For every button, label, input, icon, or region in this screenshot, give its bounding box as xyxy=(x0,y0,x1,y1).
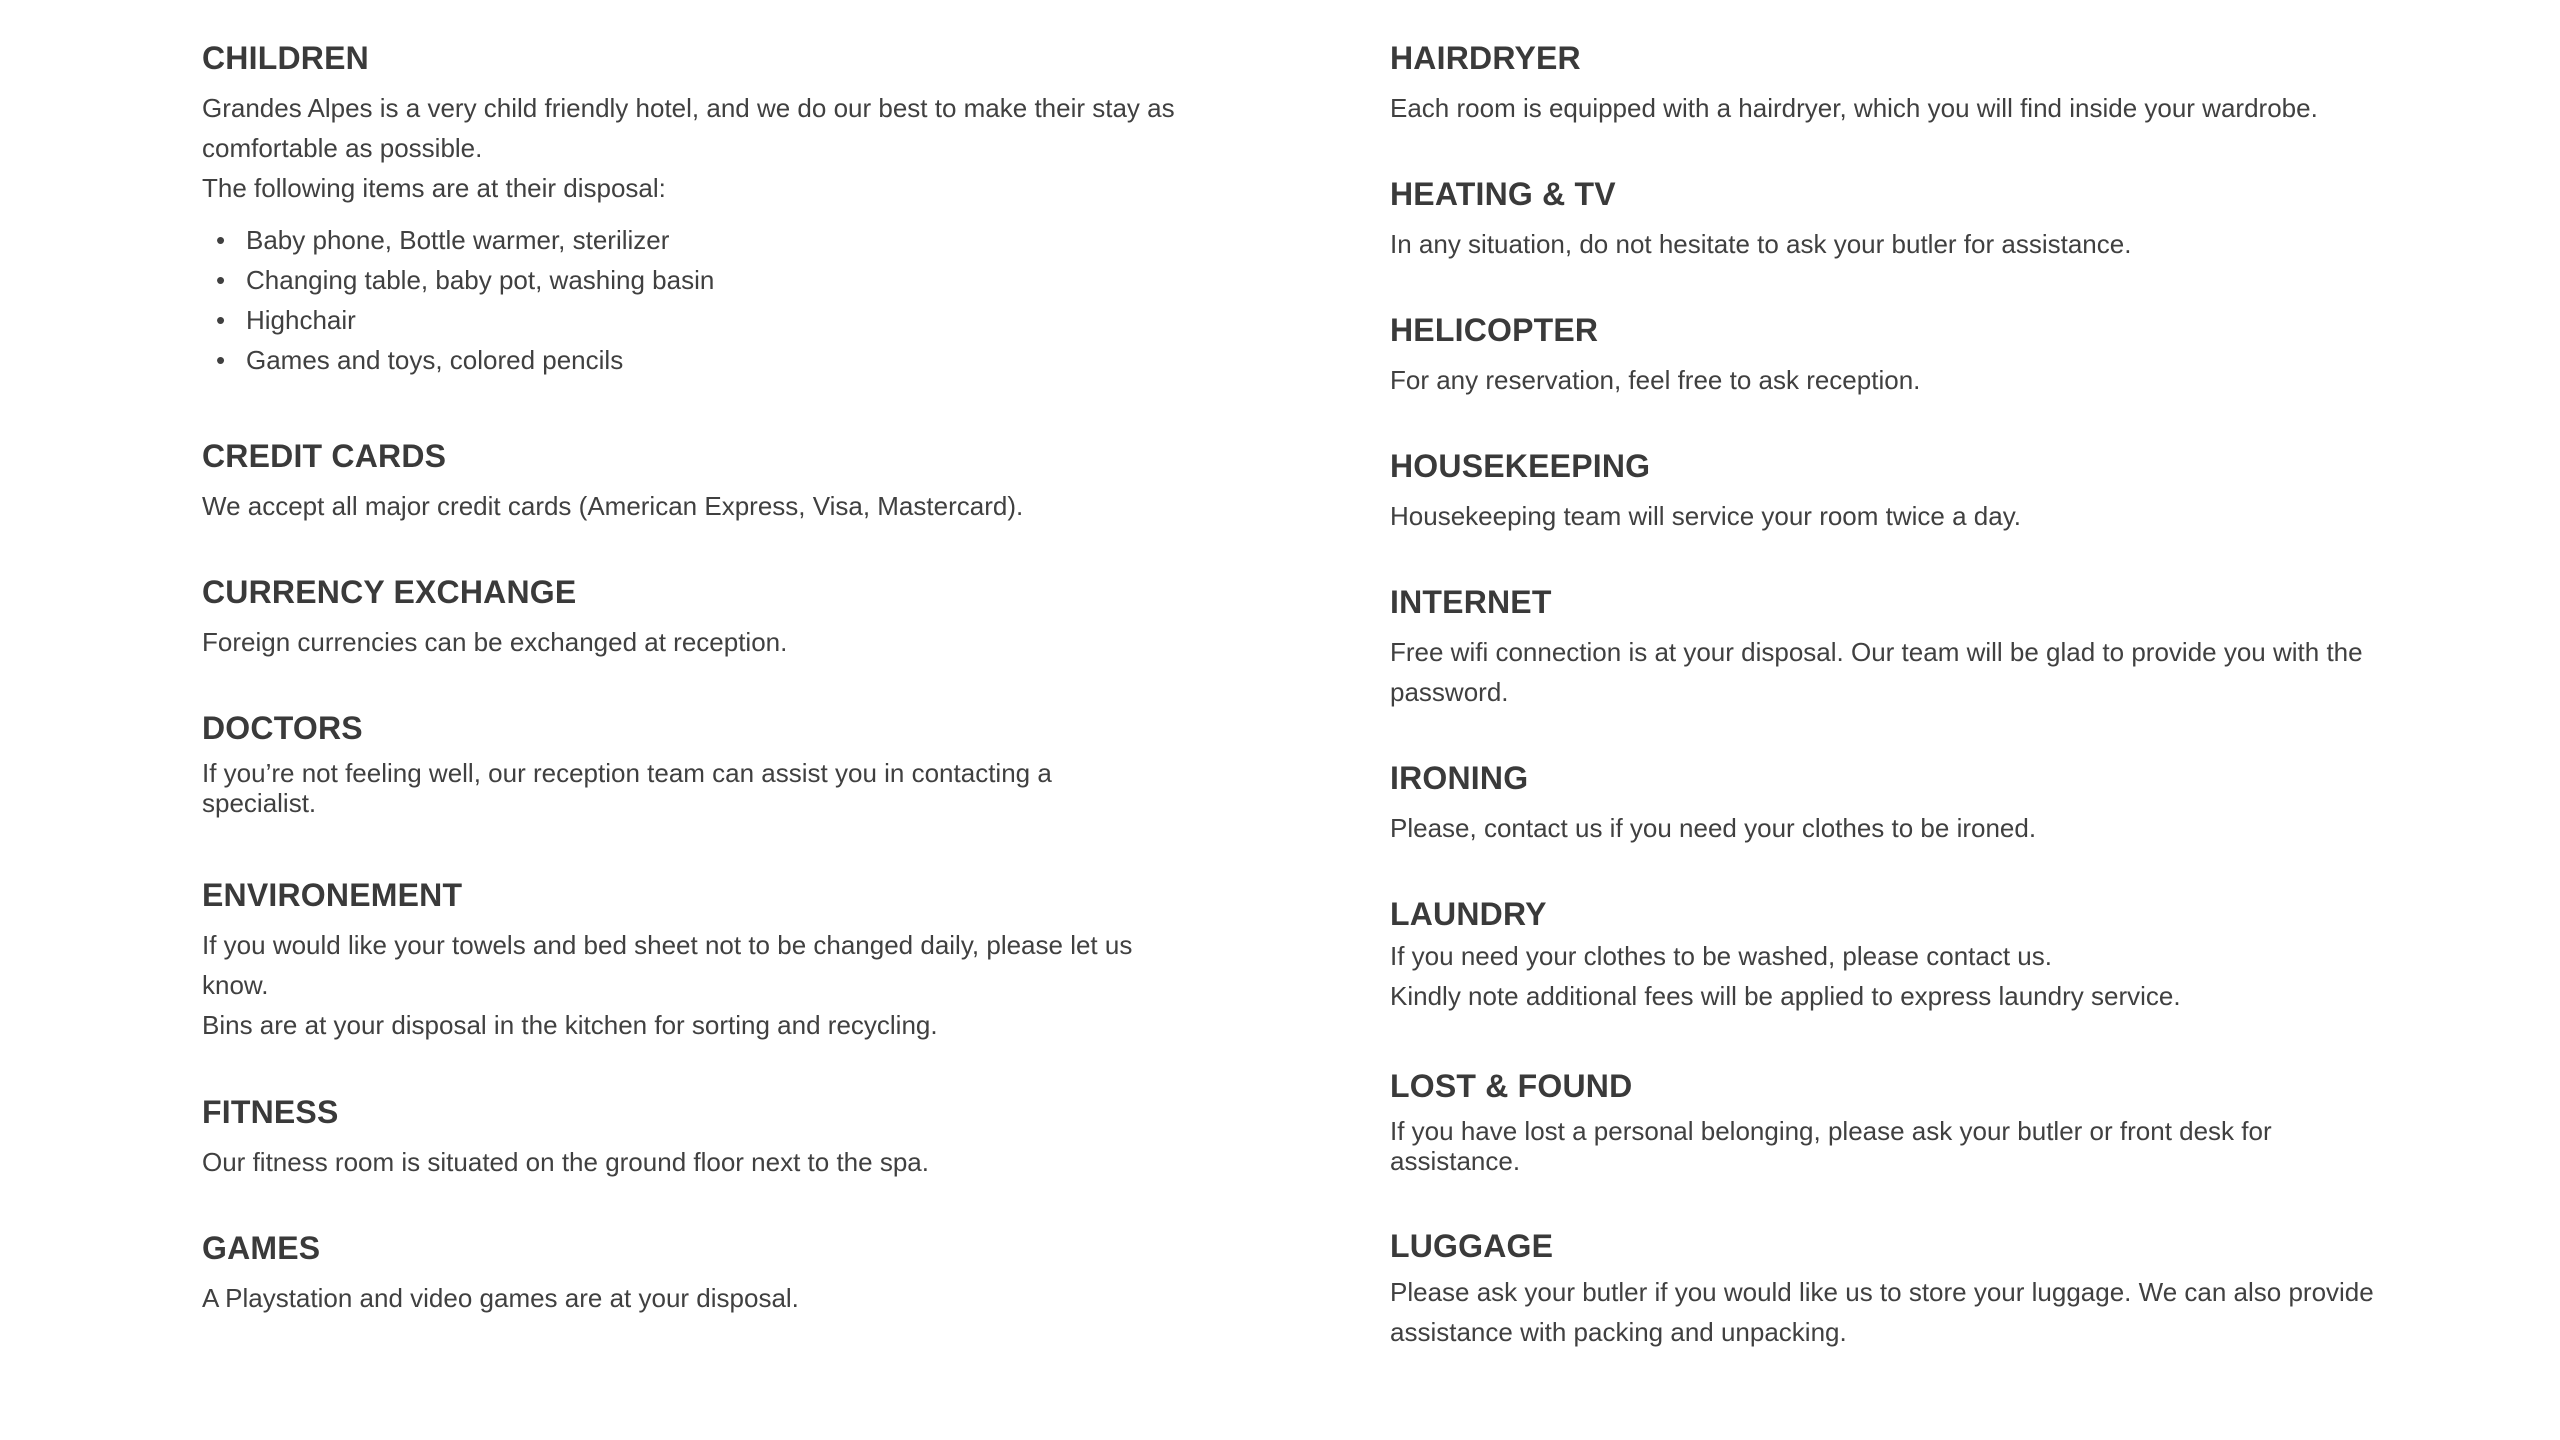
section-text: If you would like your towels and bed sheet not to be changed daily, please let us know. xyxy=(202,930,1133,1000)
section-text: If you have lost a personal belonging, please ask your butler or front desk for assistance. xyxy=(1390,1116,2272,1176)
section-text: Kindly note additional fees will be applied to express laundry service. xyxy=(1390,981,2181,1011)
list-item xyxy=(202,300,1202,340)
section-text: Free wifi connection is at your disposal. Our team will be glad to provide you with the password. xyxy=(1390,637,2363,707)
section-title: LUGGAGE xyxy=(1390,1228,1554,1264)
section-title: HOUSEKEEPING xyxy=(1390,448,1651,484)
bullet-icon: • xyxy=(216,265,226,295)
section-title: IRONING xyxy=(1390,760,1529,796)
section-text: The following items are at their disposal: xyxy=(202,173,666,203)
section-title: INTERNET xyxy=(1390,584,1552,620)
section-text: A Playstation and video games are at your disposal. xyxy=(202,1283,799,1313)
section-title: HAIRDRYER xyxy=(1390,40,1581,76)
section-text: Each room is equipped with a hairdryer, which you will find inside your wardrobe. xyxy=(1390,93,2318,123)
section-title: LAUNDRY xyxy=(1390,896,1547,932)
section-title: LOST & FOUND xyxy=(1390,1068,1633,1104)
section-text: For any reservation, feel free to ask reception. xyxy=(1390,365,1921,395)
section-text: Grandes Alpes is a very child friendly hotel, and we do our best to make their stay as comfortable as possible. xyxy=(202,93,1175,163)
bullet-icon: • xyxy=(216,225,226,255)
section-text: If you’re not feeling well, our reception team can assist you in contacting a specialist. xyxy=(202,758,1052,818)
section-title: GAMES xyxy=(202,1230,321,1266)
list-item-label: Highchair xyxy=(246,305,356,335)
section-title: DOCTORS xyxy=(202,710,363,746)
section-currency-exchange xyxy=(202,572,1202,662)
bullet-icon: • xyxy=(216,345,226,375)
section-title: FITNESS xyxy=(202,1094,339,1130)
section-children xyxy=(202,38,1202,380)
section-environement xyxy=(202,875,1202,1045)
section-credit-cards xyxy=(202,436,1202,526)
section-text: Please ask your butler if you would like us to store your luggage. We can also provide assistance with packing and unpacking. xyxy=(1390,1277,2374,1347)
section-fitness xyxy=(202,1092,1202,1182)
section-text: In any situation, do not hesitate to ask your butler for assistance. xyxy=(1390,229,2132,259)
list-item xyxy=(202,340,1202,380)
section-title: CURRENCY EXCHANGE xyxy=(202,574,577,610)
section-housekeeping xyxy=(1390,446,2400,536)
section-text: Bins are at your disposal in the kitchen for sorting and recycling. xyxy=(202,1010,938,1040)
section-internet xyxy=(1390,582,2400,712)
section-title: CHILDREN xyxy=(202,40,369,76)
list-item xyxy=(202,260,1202,300)
list-item-label: Changing table, baby pot, washing basin xyxy=(246,265,715,295)
section-title: ENVIRONEMENT xyxy=(202,877,463,913)
list-item-label: Baby phone, Bottle warmer, sterilizer xyxy=(246,225,670,255)
children-items-list xyxy=(202,220,1202,380)
section-title: HEATING & TV xyxy=(1390,176,1616,212)
section-lost-found xyxy=(1390,1066,2400,1176)
section-laundry xyxy=(1390,894,2400,1016)
section-text: We accept all major credit cards (American Express, Visa, Mastercard). xyxy=(202,491,1024,521)
section-luggage xyxy=(1390,1226,2400,1352)
section-games xyxy=(202,1228,1202,1318)
section-text: Foreign currencies can be exchanged at reception. xyxy=(202,627,788,657)
section-doctors xyxy=(202,708,1202,818)
list-item-label: Games and toys, colored pencils xyxy=(246,345,624,375)
section-title: CREDIT CARDS xyxy=(202,438,447,474)
list-item xyxy=(202,220,1202,260)
section-hairdryer xyxy=(1390,38,2400,128)
section-heating-tv xyxy=(1390,174,2400,264)
section-text: Housekeeping team will service your room twice a day. xyxy=(1390,501,2022,531)
section-title: HELICOPTER xyxy=(1390,312,1599,348)
section-text: If you need your clothes to be washed, please contact us. xyxy=(1390,941,2052,971)
section-helicopter xyxy=(1390,310,2400,400)
section-text: Our fitness room is situated on the ground floor next to the spa. xyxy=(202,1147,929,1177)
section-text: Please, contact us if you need your clothes to be ironed. xyxy=(1390,813,2037,843)
section-ironing xyxy=(1390,758,2400,848)
bullet-icon: • xyxy=(216,305,226,335)
